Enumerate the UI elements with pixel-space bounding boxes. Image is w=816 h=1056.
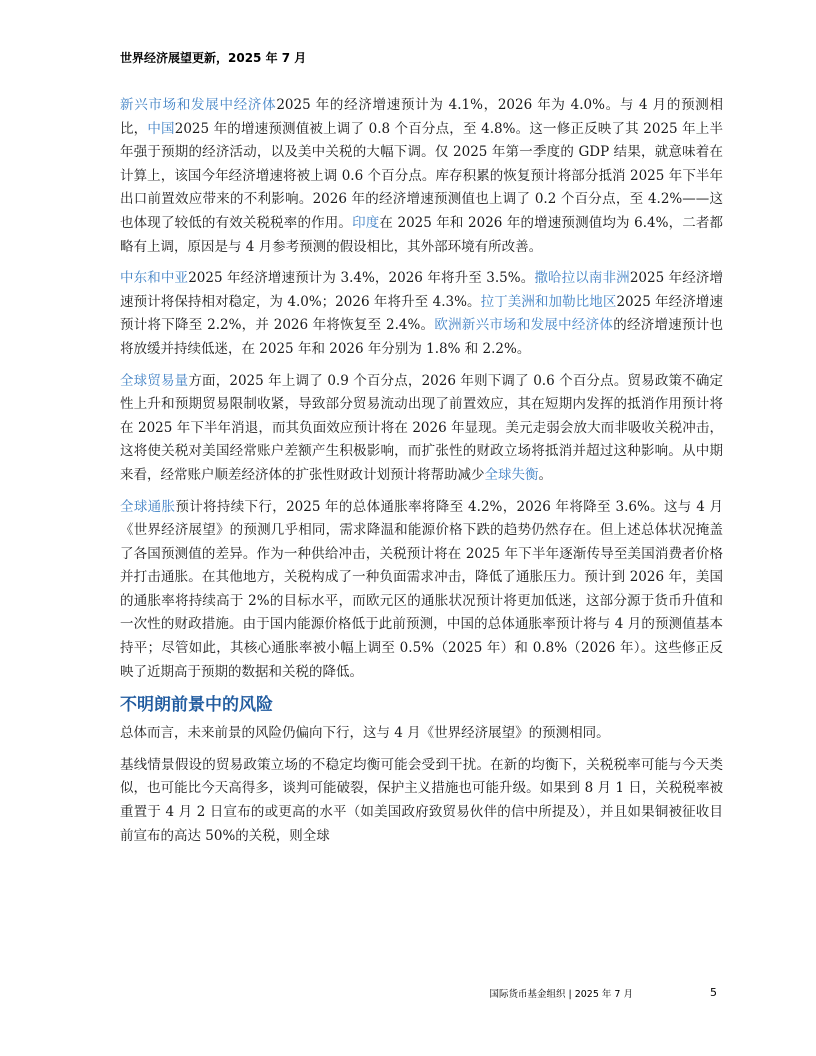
highlighted-term: 新兴市场和发展中经济体 [120,97,277,113]
highlighted-term: 拉丁美洲和加勒比地区 [480,293,617,310]
paragraph-text: 2025 年经济增速预计将保持相对稳定，为 4.0%；2026 年将升至 4.3%。 [120,270,724,310]
paragraph-text: 方面，2025 年上调了 0.9 个百分点，2026 年则下调了 0.6 个百分点。贸易政策不确定性上升和预期贸易限制收紧，导致部分贸易流动出现了前置效应，其在短期内发挥的抵消作用预计将在 2025 年下半年消退，而其负面效应预计将在 2026 年显现。美元走弱会放大而非吸收关税冲击，这将使关税对美国经常账户差额产生积极影响，而扩张性的财政立场将抵消并超过这种影响。从中期来看，经常账户顺差经济体的扩张性财政计划预计将帮助减少 [120,372,724,483]
highlighted-term: 欧洲新兴市场和发展中经济体 [434,317,614,334]
paragraph-em-de-outlook [120,94,723,259]
section-heading-risks: 不明朗前景中的风险 [120,695,273,716]
paragraph-risks-overview: 总体而言，未来前景的风险仍偏向下行，这与 4 月《世界经济展望》的预测相同。 [120,725,610,742]
highlighted-term: 全球通胀 [120,498,176,515]
paragraph-text: 2025 年经济增速预计为 3.4%，2026 年将升至 3.5%。 [188,270,535,287]
highlighted-term: 印度 [352,214,380,231]
running-header: 世界经济展望更新，2025 年 7 月 [120,51,307,65]
highlighted-term: 撒哈拉以南非洲 [534,270,630,287]
paragraph-trade-policy-risk: 基线情景假设的贸易政策立场的不稳定均衡可能会受到干扰。在新的均衡下，关税税率可能与今天类似，也可能比今天高得多，谈判可能破裂，保护主义措施也可能升级。如果到 8 月 1 日，关税税率被重置于 4 月 2 日宣布的或更高的水平（如美国政府致贸易伙伴的信中所提及），并且如果铜被征收目前宣布的高达 50%的关税，则全球 [120,756,723,844]
paragraph-text: 2025 年经济增速预计将下降至 2.2%，并 2026 年将恢复至 2.4%。 [120,293,724,334]
paragraph-global-trade [120,370,723,488]
paragraph-text: 2025 年的增速预测值被上调了 0.8 个百分点，至 4.8%。这一修正反映了其 2025 年上半年强于预期的经济活动，以及美中关税的大幅下调。仅 2025 年第一季度的 GDP 结果，就意味着在计算上，该国今年经济增速将被上调 0.6 个百分点。库存积累的恢复预计将部分抵消 2025 年下半年出口前置效应带来的不利影响。2026 年的经济增速预测值也上调了 0.2 个百分点，至 4.2%——这也体现了较低的有效关税税率的作用。 [120,120,723,231]
highlighted-term: 全球贸易量 [120,372,189,389]
highlighted-term: 中国 [147,120,175,137]
document-body [120,94,723,856]
paragraph-global-inflation [120,496,723,685]
paragraph-text: 。 [538,466,552,483]
paragraph-regional-outlook [120,267,723,361]
paragraph-text: 在 2025 年和 2026 年的增速预测值均为 6.4%，二者都略有上调，原因是与 4 月参考预测的假设相比，其外部环境有所改善。 [120,214,724,255]
page-number: 5 [710,986,717,999]
paragraph-text: 预计将持续下行，2025 年的总体通胀率将降至 4.2%，2026 年将降至 3.6%。这与 4 月《世界经济展望》的预测几乎相同，需求降温和能源价格下跌的趋势仍然存在。但上述总体状况掩盖了各国预测值的差异。作为一种供给冲击，关税预计将在 2025 年下半年逐渐传导至美国消费者价格并打击通胀。在其他地方，关税构成了一种负面需求冲击，降低了通胀压力。预计到 2026 年，美国的通胀率将持续高于 2%的目标水平，而欧元区的通胀状况预计将更加低迷，这部分源于货币升值和一次性的财政措施。由于国内能源价格低于此前预测，中国的总体通胀率预计将与 4 月的预测值基本持平；尽管如此，其核心通胀率被小幅上调至 0.5%（2025 年）和 0.8%（2026 年）。这些修正反映了近期高于预期的数据和关税的降低。 [120,498,723,680]
paragraph-text: 的经济增速预计也将放缓并持续低迷，在 2025 年和 2026 年分别为 1.8% 和 2.2%。 [120,317,724,357]
highlighted-term: 全球失衡 [484,466,539,483]
highlighted-term: 中东和中亚 [120,270,189,287]
footer-publisher: 国际货币基金组织 | 2025 年 7 月 [489,989,633,1000]
paragraph-text: 2025 年的经济增速预计为 4.1%，2026 年为 4.0%。与 4 月的预测相比， [120,97,723,137]
